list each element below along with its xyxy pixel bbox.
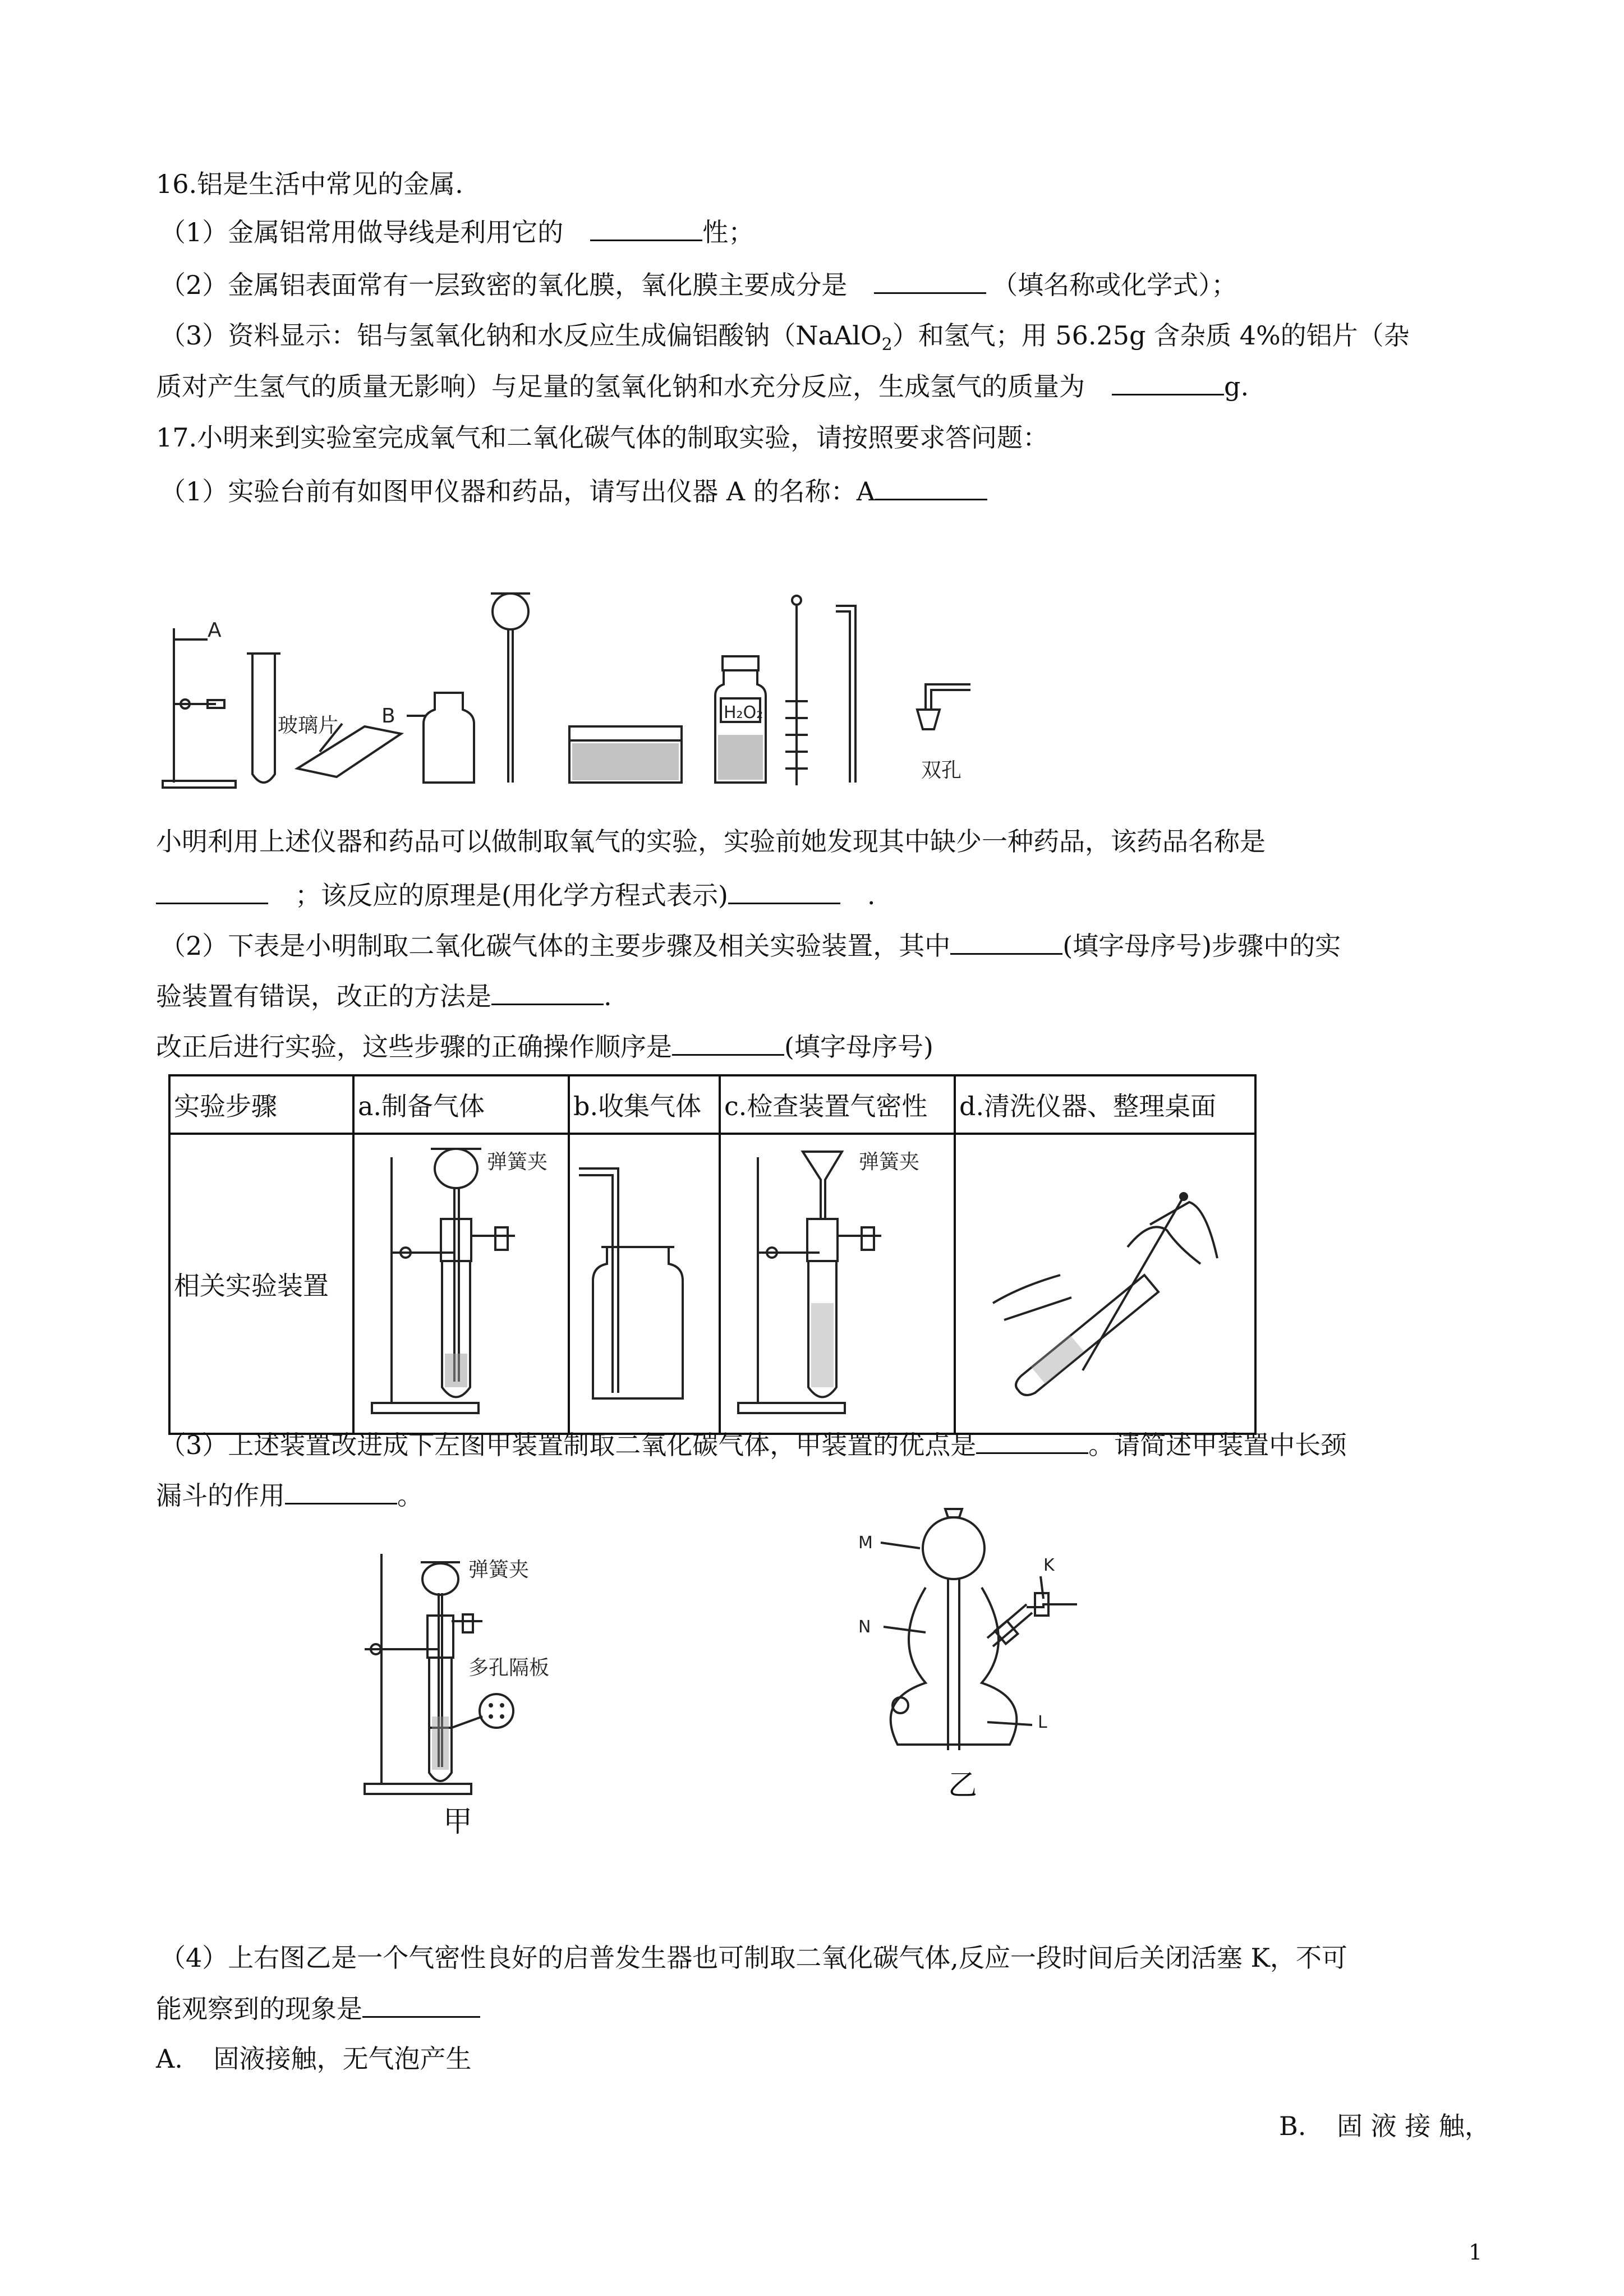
table-header: c.检查装置气密性 [720,1075,955,1134]
figure-yi-drawing [841,1503,1156,1773]
table-header: a.制备气体 [353,1075,569,1134]
option-b-text: 固 液 接 触， [1337,2111,1490,2141]
caption-yi: 乙 [948,1769,978,1802]
q16-part1: （1）金属铝常用做导线是利用它的 性； [160,215,754,249]
label-b: B [381,705,395,728]
table-header: d.清洗仪器、整理桌面 [955,1075,1255,1134]
answer-blank[interactable] [285,1478,397,1504]
label-m: M [858,1533,873,1553]
option-b[interactable] [1279,2109,1490,2143]
q17-oxygen-text: 小明利用上述仪器和药品可以做制取氧气的实验，实验前她发现其中缺少一种药品，该药品名称是 [156,826,1266,857]
option-a[interactable] [156,2042,471,2076]
page-number: 1 [1469,2240,1483,2265]
option-a-text: 固液接触，无气泡产生 [213,2044,472,2074]
answer-blank[interactable] [672,1029,784,1056]
apparatus-d-cell [955,1134,1255,1434]
q16-part3: （3）资料显示：铝与氢氧化钠和水反应生成偏铝酸钠（NaAlO$_2$）和氢气；用 56.25g 含杂质 4%的铝片（杂 [160,320,1410,355]
apparatus-a-cell [353,1134,569,1434]
q17-part3-cont: 漏斗的作用 。 [156,1478,423,1512]
q17-part2: （2）下表是小明制取二氧化碳气体的主要步骤及相关实验装置，其中 (填字母序号)步骤中的实 [160,928,1341,963]
apparatus-c-cell [720,1134,955,1434]
option-a-label: A. [156,2044,183,2074]
label-spring-clamp: 弹簧夹 [468,1558,530,1581]
label-glass-slide: 玻璃片 [278,714,339,737]
answer-blank[interactable] [874,268,986,294]
apparatus-figure [151,583,1038,797]
label-k: K [1043,1556,1055,1575]
apparatus-drawing [151,583,1038,797]
q17-part2-cont: 验装置有错误，改正的方法是 . [156,979,612,1013]
label-n: N [858,1617,871,1637]
answer-blank[interactable] [875,474,987,500]
answer-blank[interactable] [362,1991,480,2018]
figure-jia [342,1537,623,1851]
q17-title: 17.小明来到实验室完成氧气和二氧化碳气体的制取实验，请按照要求答问题： [156,422,1049,453]
figure-yi [841,1503,1156,1773]
apparatus-a [358,1135,560,1427]
table-row-label: 相关实验装置 [169,1134,353,1434]
q17-part4: （4）上右图乙是一个气密性良好的启普发生器也可制取二氧化碳气体,反应一段时间后关闭活塞 K，不可 [160,1943,1347,1973]
table-header: b.收集气体 [569,1075,720,1134]
label-spring-clamp: 弹簧夹 [487,1151,548,1174]
caption-jia: 甲 [443,1805,473,1839]
apparatus-b [573,1135,714,1427]
answer-blank[interactable] [950,928,1062,955]
q17-oxygen-answer: ；该反应的原理是(用化学方程式表示) . [156,878,876,912]
label-h2o2: H₂O₂ [724,703,763,723]
apparatus-d [959,1135,1251,1427]
q16-part2: （2）金属铝表面常有一层致密的氧化膜，氧化膜主要成分是 （填名称或化学式）； [160,268,1237,302]
answer-blank[interactable] [976,1428,1088,1454]
label-spring-clamp: 弹簧夹 [859,1151,920,1174]
q17-order: 改正后进行实验，这些步骤的正确操作顺序是 (填字母序号) [156,1029,933,1064]
label-a: A [208,619,222,642]
option-b-label: B. [1279,2111,1306,2141]
answer-blank[interactable] [1112,369,1224,395]
q17-part3: （3）上述装置改进成下左图甲装置制取二氧化碳气体，甲装置的优点是 。请简述甲装置中长颈 [160,1428,1346,1462]
q16-part3-cont: 质对产生氢气的质量无影响）与足量的氢氧化钠和水充分反应，生成氢气的质量为 g. [156,369,1249,403]
q17-part1: （1）实验台前有如图甲仪器和药品，请写出仪器 A 的名称：A [160,474,987,508]
label-porous-plate: 多孔隔板 [468,1657,550,1680]
answer-blank[interactable] [728,878,840,904]
figure-jia-drawing [342,1537,623,1851]
apparatus-c [724,1135,949,1427]
apparatus-b-cell [569,1134,720,1434]
q17-part4-cont: 能观察到的现象是 [156,1991,480,2026]
answer-blank[interactable] [491,979,604,1005]
q16-title: 16.铝是生活中常见的金属. [156,169,463,199]
table-header-row [169,1075,1255,1134]
label-double-hole: 双孔 [921,759,962,782]
label-l: L [1038,1713,1047,1732]
table-row [169,1134,1255,1434]
table-header: 实验步骤 [169,1075,353,1134]
answer-blank[interactable] [156,878,268,904]
experiment-table [168,1074,1257,1435]
answer-blank[interactable] [590,215,702,241]
